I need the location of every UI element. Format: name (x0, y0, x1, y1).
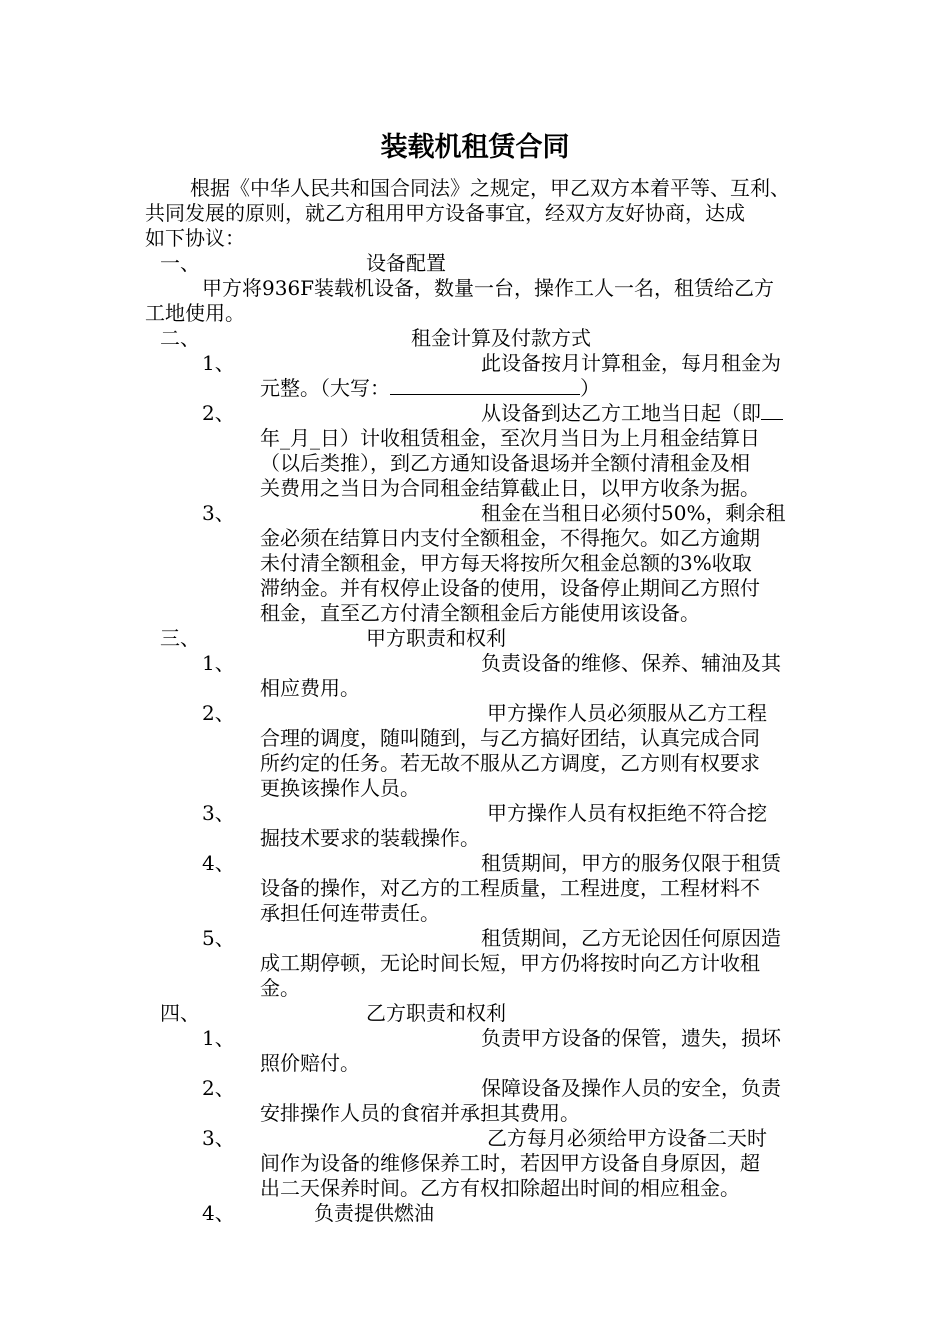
date-blank (761, 401, 783, 420)
s2-item-2-line-4: 关费用之当日为合同租金结算截止日，以甲方收条为据。 (260, 476, 760, 500)
amount-close: ） (580, 376, 600, 400)
s2-item-3-line-4: 滞纳金。并有权停止设备的使用，设备停止期间乙方照付 (260, 576, 760, 600)
s3-item-5-number: 5、 (202, 926, 235, 950)
s2-item-2-line-2: 年_月_日）计收租赁租金，至次月当日为上月租金结算日 (260, 426, 760, 450)
s2-item-1-line-1: 此设备按月计算租金，每月租金为 (481, 351, 781, 375)
s2-item-3-number: 3、 (202, 501, 235, 525)
intro-line-1: 根据《中华人民共和国合同法》之规定，甲乙双方本着平等、互利、 (190, 176, 790, 200)
s3-item-5-line-3: 金。 (260, 976, 300, 1000)
s4-item-1-line-2: 照价赔付。 (260, 1051, 360, 1075)
s3-item-1-number: 1、 (202, 651, 235, 675)
s4-item-4-number: 4、 (202, 1201, 235, 1225)
s2-item-2-number: 2、 (202, 401, 235, 425)
section-2-heading: 租金计算及付款方式 (411, 326, 591, 350)
s4-item-2-line-2: 安排操作人员的食宿并承担其费用。 (260, 1101, 580, 1125)
s2-item-3-line-2: 金必须在结算日内支付全额租金，不得拖欠。如乙方逾期 (260, 526, 760, 550)
s2-item-1-number: 1、 (202, 351, 235, 375)
s4-item-2-line-1: 保障设备及操作人员的安全，负责 (481, 1076, 781, 1100)
section-1-line-2: 工地使用。 (145, 301, 245, 325)
section-4-number: 四、 (160, 1001, 200, 1025)
s3-item-4-number: 4、 (202, 851, 235, 875)
s4-item-1-number: 1、 (202, 1026, 235, 1050)
section-3-heading: 甲方职责和权利 (366, 626, 506, 650)
s3-item-1-line-1: 负责设备的维修、保养、辅油及其 (481, 651, 781, 675)
s3-item-4-line-3: 承担任何连带责任。 (260, 901, 440, 925)
s2-item-2-line-1-text: 从设备到达乙方工地当日起（即 (481, 401, 761, 425)
intro-line-2: 共同发展的原则，就乙方租用甲方设备事宜，经双方友好协商，达成 (145, 201, 745, 225)
s3-item-3-line-2: 掘技术要求的装载操作。 (260, 826, 480, 850)
amount-label: 元整。（大写： (260, 376, 390, 400)
s2-item-3-line-5: 租金，直至乙方付清全额租金后方能使用该设备。 (260, 601, 700, 625)
s2-item-2-line-3: （以后类推），到乙方通知设备退场并全额付清租金及相 (260, 451, 750, 475)
document-title: 装载机租赁合同 (380, 132, 570, 163)
s3-item-1-line-2: 相应费用。 (260, 676, 360, 700)
section-4-heading: 乙方职责和权利 (366, 1001, 506, 1025)
section-1-line-1: 甲方将936F装载机设备，数量一台，操作工人一名，租赁给乙方 (202, 276, 775, 300)
section-3-number: 三、 (160, 626, 200, 650)
section-2-number: 二、 (160, 326, 200, 350)
s4-item-4-line-1: 负责提供燃油 (314, 1201, 434, 1225)
s3-item-2-line-2: 合理的调度，随叫随到，与乙方搞好团结，认真完成合同 (260, 726, 760, 750)
s3-item-5-line-1: 租赁期间，乙方无论因任何原因造 (481, 926, 781, 950)
section-1-number: 一、 (160, 251, 200, 275)
s3-item-5-line-2: 成工期停顿，无论时间长短，甲方仍将按时向乙方计收租 (260, 951, 760, 975)
s4-item-3-line-3: 出二天保养时间。乙方有权扣除超出时间的相应租金。 (260, 1176, 740, 1200)
s4-item-3-line-1: 乙方每月必须给甲方设备二天时 (487, 1126, 767, 1150)
intro-line-3: 如下协议： (145, 226, 245, 250)
s3-item-2-line-4: 更换该操作人员。 (260, 776, 420, 800)
s3-item-2-number: 2、 (202, 701, 235, 725)
s2-item-1-line-2 (260, 376, 600, 401)
section-1-heading: 设备配置 (366, 251, 446, 275)
s3-item-2-line-3: 所约定的任务。若无故不服从乙方调度，乙方则有权要求 (260, 751, 760, 775)
s2-item-3-line-3: 未付清全额租金，甲方每天将按所欠租金总额的3%收取 (260, 551, 752, 575)
s3-item-3-number: 3、 (202, 801, 235, 825)
s2-item-2-line-1 (481, 401, 783, 426)
s4-item-3-number: 3、 (202, 1126, 235, 1150)
s3-item-2-line-1: 甲方操作人员必须服从乙方工程 (487, 701, 767, 725)
s3-item-3-line-1: 甲方操作人员有权拒绝不符合挖 (487, 801, 767, 825)
s4-item-2-number: 2、 (202, 1076, 235, 1100)
s3-item-4-line-1: 租赁期间，甲方的服务仅限于租赁 (481, 851, 781, 875)
s3-item-4-line-2: 设备的操作，对乙方的工程质量，工程进度，工程材料不 (260, 876, 760, 900)
amount-blank (390, 376, 580, 395)
s4-item-3-line-2: 间作为设备的维修保养工时，若因甲方设备自身原因，超 (260, 1151, 760, 1175)
s4-item-1-line-1: 负责甲方设备的保管，遗失，损坏 (481, 1026, 781, 1050)
s2-item-3-line-1: 租金在当租日必须付50%，剩余租 (481, 501, 786, 525)
